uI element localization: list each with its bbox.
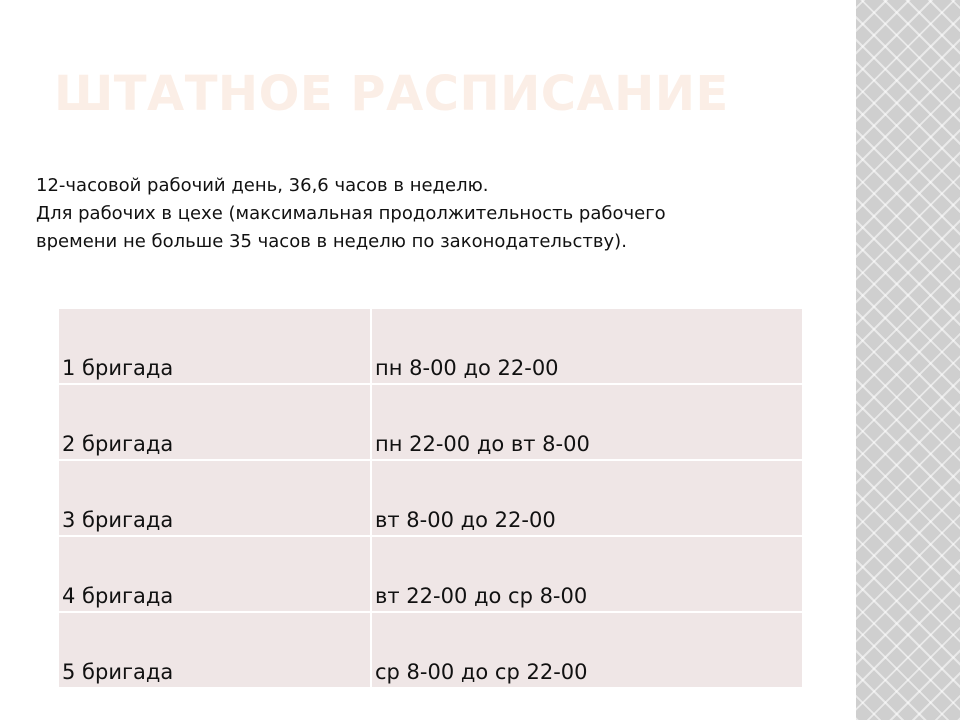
schedule-table xyxy=(57,307,804,689)
brigade-cell: 5 бригада xyxy=(58,612,371,688)
table-row xyxy=(58,460,803,536)
shift-cell: ср 8-00 до ср 22-00 xyxy=(371,612,803,688)
body-line: времени не больше 35 часов в неделю по законодательству). xyxy=(36,231,627,252)
brigade-cell: 3 бригада xyxy=(58,460,371,536)
brigade-cell: 2 бригада xyxy=(58,384,371,460)
decorative-side-pattern xyxy=(856,0,960,720)
shift-cell: вт 8-00 до 22-00 xyxy=(371,460,803,536)
table-row xyxy=(58,308,803,384)
slide-title: ШТАТНОЕ РАСПИСАНИЕ xyxy=(54,66,729,122)
table-row xyxy=(58,384,803,460)
shift-cell: вт 22-00 до ср 8-00 xyxy=(371,536,803,612)
brigade-cell: 4 бригада xyxy=(58,536,371,612)
table-row xyxy=(58,536,803,612)
body-line: 12-часовой рабочий день, 36,6 часов в неделю. xyxy=(36,175,489,196)
body-line: Для рабочих в цехе (максимальная продолжительность рабочего xyxy=(36,203,666,224)
table-row xyxy=(58,612,803,688)
slide-body-text xyxy=(36,172,836,256)
shift-cell: пн 22-00 до вт 8-00 xyxy=(371,384,803,460)
shift-cell: пн 8-00 до 22-00 xyxy=(371,308,803,384)
brigade-cell: 1 бригада xyxy=(58,308,371,384)
